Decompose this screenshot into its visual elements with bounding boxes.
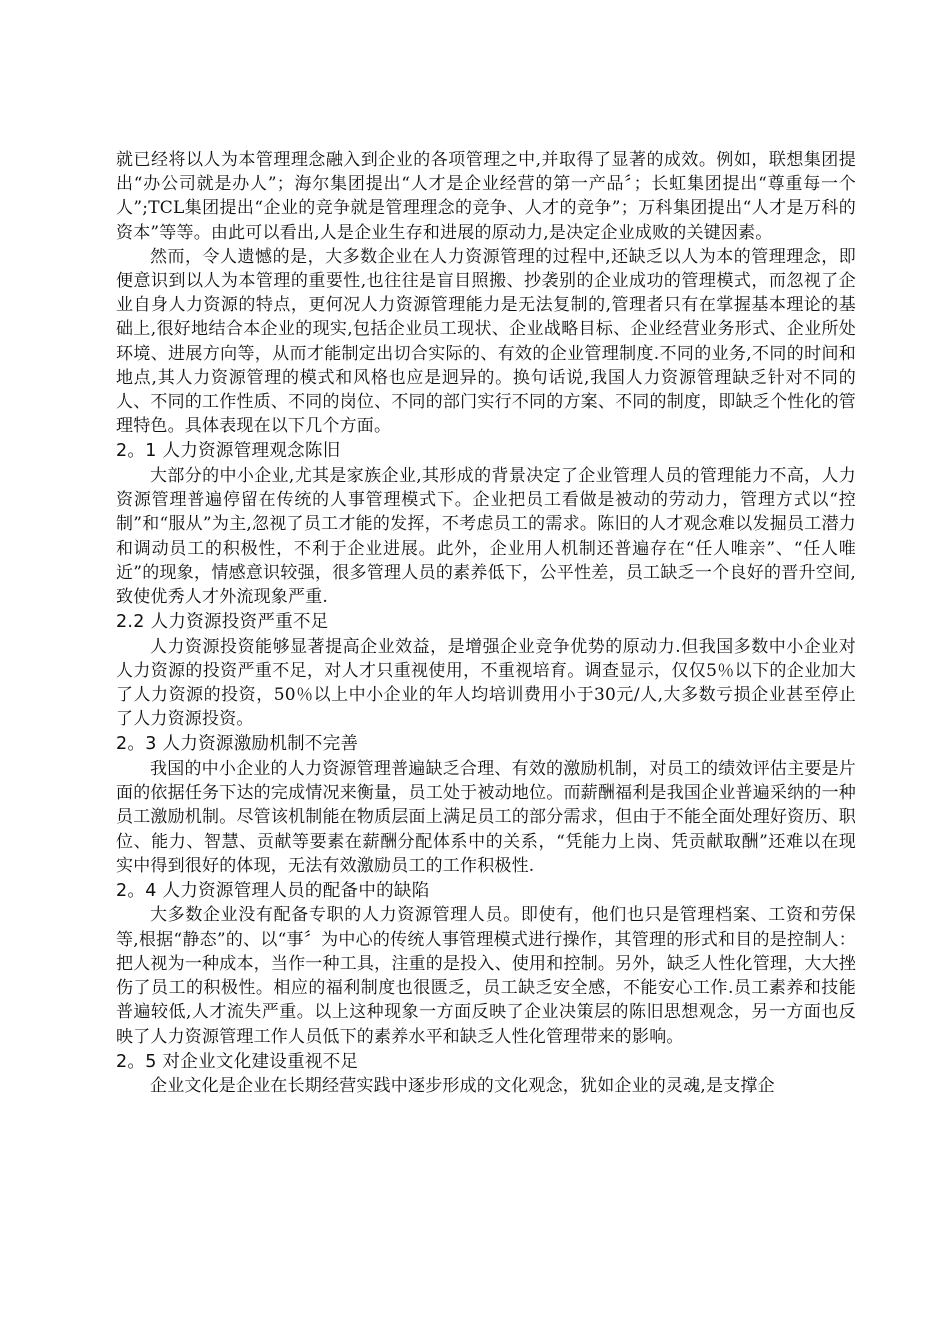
section-body-2-5: 企业文化是企业在长期经营实践中逐步形成的文化观念，犹如企业的灵魂,是支撑企 [150, 1076, 775, 1097]
intro-paragraph-2: 然而，令人遗憾的是，大多数企业在人力资源管理的过程中,还缺乏以人为本的管理理念，即便意识到以人为本管理的重要性,也往往是盲目照搬、抄袭别的企业成功的管理模式，而忽视了企业自身人力资源的特点，更何况人力资源管理能力是无法复制的,管理者只有在掌握基本理论的基础上,很好地结合本企业的现实,包括企业员工现状、企业战略目标、企业经营业务形式、企业所处环境、进展方向等，从而才能制定出切合实际的、有效的企业管理制度.不同的业务,不同的时间和地点,其人力资源管理的模式和风格也应是迥异的。换句话说,我国人力资源管理缺乏针对不同的人、不同的工作性质、不同的岗位、不同的部门实行不同的方案、不同的制度，即缺乏个性化的管理特色。具体表现在以下几个方面。 [116, 246, 856, 437]
section-heading-2-5: 2。5 对企业文化建设重视不足 [116, 1051, 359, 1072]
section-heading-2-1: 2。1 人力资源管理观念陈旧 [116, 441, 341, 462]
section-heading-2-4: 2。4 人力资源管理人员的配备中的缺陷 [116, 880, 430, 901]
section-body-2-1: 大部分的中小企业,尤其是家族企业,其形成的背景决定了企业管理人员的管理能力不高，人力资源管理普遍停留在传统的人事管理模式下。企业把员工看做是被动的劳动力，管理方式以“控制”和“服从”为主,忽视了员工才能的发挥，不考虑员工的需求。陈旧的人才观念难以发掘员工潜力和调动员工的积极性，不利于企业进展。此外，企业用人机制还普遍存在“任人唯亲”、“任人唯近”的现象，情感意识较强，很多管理人员的素养低下，公平性差，员工缺乏一个良好的晋升空间,致使优秀人才外流现象严重. [116, 465, 856, 607]
intro-paragraph-1: 就已经将以人为本管理理念融入到企业的各项管理之中,并取得了显著的成效。例如，联想集团提出“办公司就是办人”；海尔集团提出“人才是企业经营的第一产品〞；长虹集团提出“尊重每一个人”;TCL集团提出“企业的竞争就是管理理念的竞争、人才的竞争”；万科集团提出“人才是万科的资本”等等。由此可以看出,人是企业生存和进展的原动力,是决定企业成败的关键因素。 [116, 150, 856, 243]
section-body-2-4: 大多数企业没有配备专职的人力资源管理人员。即使有，他们也只是管理档案、工资和劳保等,根据“静态”的、以“事〞为中心的传统人事管理模式进行操作，其管理的形式和目的是控制人：把人视为一种成本，当作一种工具，注重的是投入、使用和控制。另外，缺乏人性化管理，大大挫伤了员工的积极性。相应的福利制度也很匮乏，员工缺乏安全感，不能安心工作.员工素养和技能普遍较低,人才流失严重。以上这种现象一方面反映了企业决策层的陈旧思想观念，另一方面也反映了人力资源管理工作人员低下的素养水平和缺乏人性化管理带来的影响。 [116, 905, 856, 1047]
section-heading-2-2: 2.2 人力资源投资严重不足 [116, 612, 329, 633]
section-body-2-2: 人力资源投资能够显著提高企业效益，是增强企业竞争优势的原动力.但我国多数中小企业对人力资源的投资严重不足，对人才只重视使用，不重视培育。调查显示，仅仅5％以下的企业加大了人力资源的投资，50％以上中小企业的年人均培训费用小于30元/人,大多数亏损企业甚至停止了人力资源投资。 [116, 636, 856, 730]
section-heading-2-3: 2。3 人力资源激励机制不完善 [116, 734, 359, 755]
section-body-2-3: 我国的中小企业的人力资源管理普遍缺乏合理、有效的激励机制，对员工的绩效评估主要是片面的依据任务下达的完成情况来衡量，员工处于被动地位。而薪酬福利是我国企业普遍采纳的一种员工激励机制。尽管该机制能在物质层面上满足员工的部分需求，但由于不能全面处理好资历、职位、能力、智慧、贡献等要素在薪酬分配体系中的关系，“凭能力上岗、凭贡献取酬”还难以在现实中得到很好的体现，无法有效激励员工的工作积极性. [116, 758, 856, 876]
document-page [116, 148, 856, 1098]
